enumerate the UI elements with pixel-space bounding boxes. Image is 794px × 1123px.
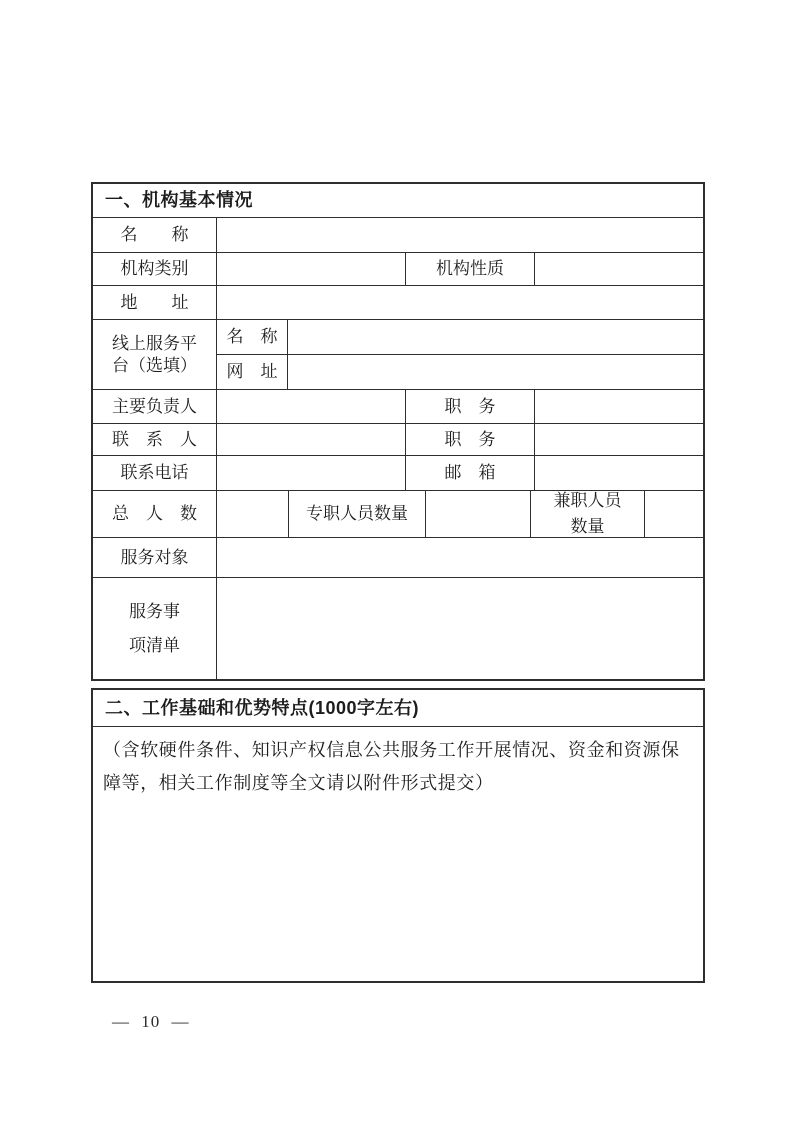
category-label: 机构类别 <box>120 259 189 279</box>
principal-title-label: 职 务 <box>405 390 534 423</box>
contact-value-cell[interactable] <box>216 424 405 455</box>
platform-url-value-cell[interactable] <box>287 355 703 389</box>
name-row <box>93 217 703 252</box>
service-target-row <box>93 537 703 577</box>
contact-title-value-cell[interactable] <box>534 424 703 455</box>
platform-name-label: 名 称 <box>216 320 287 354</box>
nature-value-cell[interactable] <box>534 253 703 285</box>
parttime-staff-label-line2: 数量 <box>570 517 605 536</box>
service-list-label <box>93 578 216 679</box>
name-label: 名 称 <box>120 225 189 245</box>
platform-url-subrow <box>216 354 703 389</box>
section2-note[interactable]: （含软硬件条件、知识产权信息公共服务工作开展情况、资金和资源保障等，相关工作制度等全文请以附件形式提交） <box>103 740 680 793</box>
principal-row <box>93 389 703 423</box>
total-staff-value-cell[interactable] <box>216 491 288 537</box>
parttime-staff-value-cell[interactable] <box>644 491 703 537</box>
online-platform-label-line2: 台（选填） <box>112 355 197 375</box>
principal-label: 主要负责人 <box>112 396 197 416</box>
principal-title-value-cell[interactable] <box>534 390 703 423</box>
section2-header-row <box>93 690 703 726</box>
email-label: 邮 箱 <box>405 456 534 490</box>
name-value-cell[interactable] <box>216 218 703 252</box>
section1-title: 一、机构基本情况 <box>105 190 253 211</box>
fulltime-staff-label: 专职人员数量 <box>288 491 425 537</box>
work-foundation-table <box>91 688 705 983</box>
service-target-value-cell[interactable] <box>216 538 703 577</box>
address-value-cell[interactable] <box>216 286 703 319</box>
contact-title-label: 职 务 <box>405 424 534 455</box>
address-label: 地 址 <box>120 292 189 312</box>
staff-count-row <box>93 490 703 537</box>
parttime-staff-label <box>530 491 644 537</box>
online-platform-subtable <box>216 320 703 389</box>
address-row <box>93 285 703 319</box>
platform-name-subrow <box>216 320 703 354</box>
service-list-label-line1: 服务事 <box>129 601 180 621</box>
online-platform-label-line1: 线上服务平 <box>112 334 197 354</box>
section2-body-row <box>93 726 703 981</box>
phone-label: 联系电话 <box>120 463 189 483</box>
service-list-label-line2: 项清单 <box>129 635 180 655</box>
principal-value-cell[interactable] <box>216 390 405 423</box>
phone-row <box>93 455 703 490</box>
category-row <box>93 252 703 285</box>
section1-header-row <box>93 184 703 217</box>
contact-label: 联 系 人 <box>112 429 197 449</box>
email-value-cell[interactable] <box>534 456 703 490</box>
phone-value-cell[interactable] <box>216 456 405 490</box>
online-platform-label <box>93 320 216 389</box>
online-platform-row <box>93 319 703 389</box>
page-number: — 10 — <box>112 1012 190 1031</box>
category-value-cell[interactable] <box>216 253 405 285</box>
service-list-value-cell[interactable] <box>216 578 703 679</box>
platform-url-label: 网 址 <box>216 355 287 389</box>
institution-info-table <box>91 182 705 681</box>
platform-name-value-cell[interactable] <box>287 320 703 354</box>
service-target-label: 服务对象 <box>120 547 189 567</box>
service-list-row <box>93 577 703 679</box>
total-staff-label: 总 人 数 <box>112 504 197 524</box>
parttime-staff-label-line1: 兼职人员 <box>553 491 622 510</box>
section2-title: 二、工作基础和优势特点(1000字左右) <box>105 697 420 718</box>
contact-row <box>93 423 703 455</box>
fulltime-staff-value-cell[interactable] <box>425 491 530 537</box>
nature-label: 机构性质 <box>405 253 534 285</box>
